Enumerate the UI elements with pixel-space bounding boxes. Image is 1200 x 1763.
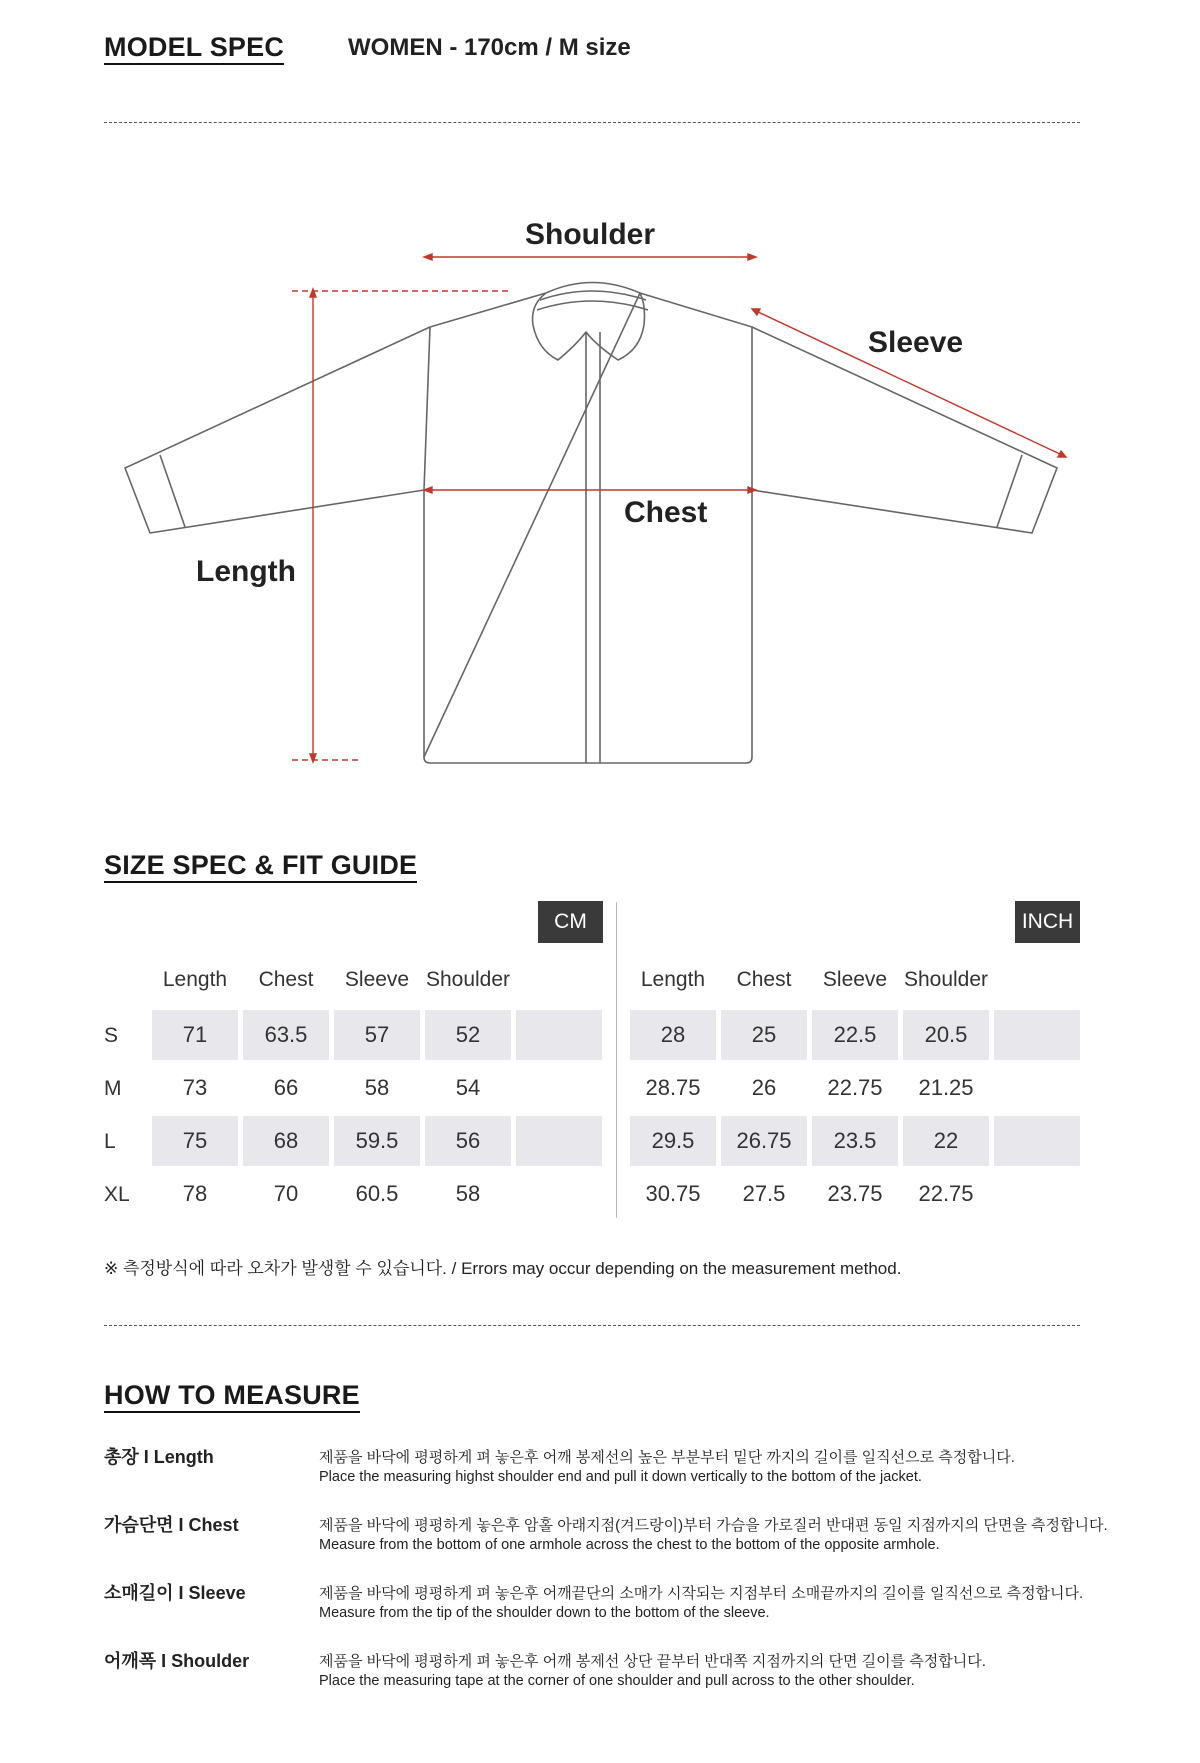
table-cell-empty [516,1116,602,1166]
table-cell: 22.5 [812,1010,898,1060]
garment-diagram [0,200,1200,780]
table-cell: 28 [630,1010,716,1060]
col-header-chest-inch: Chest [736,968,792,991]
table-cell-empty [516,1010,602,1060]
table-cell: 63.5 [243,1010,329,1060]
table-cell-empty [994,1010,1080,1060]
table-cell: 58 [364,1075,390,1100]
divider-top [104,122,1080,123]
size-label-l: L [104,1130,116,1153]
measure-desc-kr: 제품을 바닥에 평평하게 펴 놓은후 어깨 봉제선 상단 끝부터 반대쪽 지점까지의 단면 길이를 측정합니다. [319,1653,986,1670]
measure-desc-en: Measure from the tip of the shoulder down to the bottom of the sleeve. [319,1605,770,1621]
measure-desc-kr: 제품을 바닥에 평평하게 놓은후 암홀 아래지점(겨드랑이)부터 가슴을 가로질러 반대편 동일 지점까지의 단면을 측정합니다. [319,1517,1108,1534]
measure-desc-en: Place the measuring highst shoulder end and pull it down vertically to the bottom of the jacket. [319,1469,922,1485]
model-spec-text: WOMEN - 170cm / M size [348,34,631,61]
measure-desc-kr: 제품을 바닥에 평평하게 펴 놓은후 어깨 봉제선의 높은 부분부터 밑단 까지의 길이를 일직선으로 측정합니다. [319,1449,1015,1466]
measure-desc-kr: 제품을 바닥에 평평하게 펴 놓은후 어깨끝단의 소매가 시작되는 지점부터 소매끝까지의 길이를 일직선으로 측정합니다. [319,1585,1084,1602]
table-cell: 59.5 [334,1116,420,1166]
label-sleeve: Sleeve [868,326,964,359]
divider-bottom [104,1325,1080,1326]
table-cell: 73 [182,1075,208,1100]
col-header-sleeve-cm: Sleeve [344,968,410,991]
col-header-length-cm: Length [162,968,228,991]
table-cell: 22.75 [827,1075,883,1100]
table-cell: 26 [751,1075,777,1100]
table-cell: 30.75 [645,1181,701,1206]
table-cell: 60.5 [355,1181,399,1206]
size-label-xl: XL [104,1183,130,1206]
how-to-measure-title: HOW TO MEASURE [104,1380,360,1413]
table-cell: 71 [152,1010,238,1060]
size-label-s: S [104,1024,119,1047]
table-cell: 70 [273,1181,299,1206]
measure-label-chest: 가슴단면 I Chest [104,1515,239,1535]
table-cell: 78 [182,1181,208,1206]
table-cell: 27.5 [742,1181,786,1206]
table-cell-empty [994,1116,1080,1166]
label-chest: Chest [624,496,708,529]
table-cell: 28.75 [645,1075,701,1100]
table-cell: 58 [455,1181,481,1206]
table-cell: 57 [334,1010,420,1060]
col-header-sleeve-inch: Sleeve [822,968,888,991]
table-cell: 56 [425,1116,511,1166]
table-cell: 75 [152,1116,238,1166]
col-header-shoulder-inch: Shoulder [903,968,989,991]
table-cell: 29.5 [630,1116,716,1166]
table-cell: 25 [721,1010,807,1060]
table-separator [616,902,617,1218]
col-header-length-inch: Length [640,968,706,991]
col-header-chest-cm: Chest [258,968,314,991]
table-cell: 23.75 [827,1181,883,1206]
table-cell: 52 [425,1010,511,1060]
measurement-note: ※ 측정방식에 따라 오차가 발생할 수 있습니다. / Errors may occur depending on the measurement method. [104,1259,902,1278]
size-spec-title: SIZE SPEC & FIT GUIDE [104,850,417,883]
table-cell: 20.5 [903,1010,989,1060]
table-cell: 26.75 [721,1116,807,1166]
measure-label-sleeve: 소매길이 I Sleeve [104,1583,246,1603]
table-cell: 21.25 [918,1075,974,1100]
size-label-m: M [104,1077,122,1100]
table-cell: 54 [455,1075,481,1100]
model-spec-title: MODEL SPEC [104,32,284,65]
measure-desc-en: Place the measuring tape at the corner of one shoulder and pull across to the other shoulder. [319,1673,915,1689]
label-length: Length [196,555,296,588]
unit-badge-cm: CM [538,901,603,943]
table-cell: 66 [273,1075,299,1100]
table-cell: 22.75 [918,1181,974,1206]
table-cell: 68 [243,1116,329,1166]
unit-badge-inch: INCH [1015,901,1080,943]
label-shoulder: Shoulder [525,218,656,251]
measure-label-shoulder: 어깨폭 I Shoulder [104,1651,250,1671]
measure-desc-en: Measure from the bottom of one armhole across the chest to the bottom of the opposite armhole. [319,1537,940,1553]
table-cell: 23.5 [812,1116,898,1166]
col-header-shoulder-cm: Shoulder [425,968,511,991]
table-cell: 22 [903,1116,989,1166]
measure-label-length: 총장 I Length [104,1447,214,1467]
